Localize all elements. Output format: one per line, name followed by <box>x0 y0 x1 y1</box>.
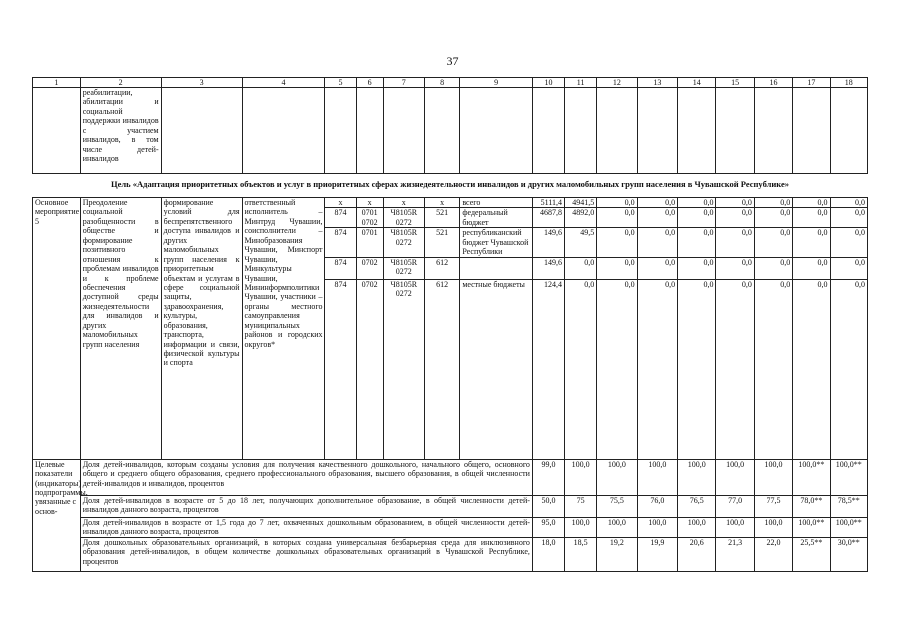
code-cell: 0702 <box>356 279 383 459</box>
value-cell: 0,0 <box>754 257 792 279</box>
value-cell: 0,0 <box>830 208 867 228</box>
event-name: Основное мероприятие 5 <box>33 198 81 460</box>
indicator-value: 100,0 <box>678 459 716 495</box>
funding-source: местные бюджеты <box>460 279 533 459</box>
indicator-value: 100,0 <box>716 459 754 495</box>
column-number: 2 <box>80 78 161 88</box>
indicator-value: 50,0 <box>532 495 564 517</box>
value-cell: 0,0 <box>678 208 716 228</box>
indicator-value: 77,0 <box>716 495 754 517</box>
indicator-value: 99,0 <box>532 459 564 495</box>
value-cell: 0,0 <box>830 257 867 279</box>
value-cell: 0,0 <box>716 198 754 208</box>
code-cell: 0701 <box>356 228 383 257</box>
code-cell: 521 <box>425 228 460 257</box>
value-cell: 0,0 <box>597 257 637 279</box>
code-cell: Ч8105R 0272 <box>383 228 424 257</box>
page-number: 37 <box>446 54 459 68</box>
indicator-value: 18,0 <box>532 537 564 571</box>
code-cell: Ч8105R 0272 <box>383 279 424 459</box>
code-cell: 612 <box>425 257 460 279</box>
indicator-value: 100,0 <box>754 459 792 495</box>
indicator-value: 78,5** <box>830 495 867 517</box>
indicator-value: 100,0** <box>793 459 830 495</box>
indicator-text: Доля дошкольных образовательных организаций, в которых создана универсальная безбарьерная среда для инклюзивного образования детей-инвалидов, в общем количестве дошкольных образовательных организаций в Чувашской Республике, процентов <box>80 537 532 571</box>
value-cell: 0,0 <box>793 228 830 257</box>
code-cell: Ч8105R 0272 <box>383 257 424 279</box>
indicator-value: 100,0 <box>678 517 716 537</box>
value-cell: 0,0 <box>716 208 754 228</box>
value-cell: 0,0 <box>793 208 830 228</box>
column-number: 15 <box>716 78 754 88</box>
value-cell: 0,0 <box>637 279 677 459</box>
value-cell: 0,0 <box>716 257 754 279</box>
column-number: 8 <box>425 78 460 88</box>
indicator-row <box>33 459 868 495</box>
indicator-text: Доля детей-инвалидов в возрасте от 5 до 18 лет, получающих дополнительное образование, в общей численности детей-инвалидов данного возраста, процентов <box>80 495 532 517</box>
value-cell: 0,0 <box>830 228 867 257</box>
value-cell: 0,0 <box>793 257 830 279</box>
indicators-label: Целевые показатели (индикаторы) подпрограммы, увязанные с основ- <box>33 459 81 571</box>
event-goal: формирование условий для беспрепятственного доступа инвалидов и других маломобильных групп населения к приоритетным объектам и услугам в сфере социальной защиты, здравоохранения, культуры, образования, транспорта, информации и связи, физической культуры и спорта <box>161 198 242 460</box>
value-cell: 0,0 <box>716 279 754 459</box>
value-cell: 0,0 <box>678 228 716 257</box>
value-cell: 0,0 <box>754 279 792 459</box>
value-cell: 0,0 <box>830 279 867 459</box>
indicator-value: 22,0 <box>754 537 792 571</box>
funding-source <box>460 257 533 279</box>
value-cell: 0,0 <box>754 228 792 257</box>
indicator-row <box>33 517 868 537</box>
indicator-value: 76,0 <box>637 495 677 517</box>
value-cell: 0,0 <box>793 279 830 459</box>
funding-source: всего <box>460 198 533 208</box>
column-number: 17 <box>793 78 830 88</box>
code-cell: 874 <box>325 228 356 257</box>
indicator-value: 75,5 <box>597 495 637 517</box>
indicator-value: 76,5 <box>678 495 716 517</box>
indicator-value: 18,5 <box>565 537 597 571</box>
code-cell: x <box>383 198 424 208</box>
value-cell: 0,0 <box>597 208 637 228</box>
value-cell: 124,4 <box>532 279 564 459</box>
value-cell: 4941,5 <box>565 198 597 208</box>
indicator-value: 100,0 <box>597 517 637 537</box>
indicator-value: 95,0 <box>532 517 564 537</box>
value-cell: 0,0 <box>637 257 677 279</box>
indicator-value: 77,5 <box>754 495 792 517</box>
code-cell: 0701 0702 <box>356 208 383 228</box>
column-number-row <box>33 78 868 88</box>
indicator-value: 21,3 <box>716 537 754 571</box>
column-number: 11 <box>565 78 597 88</box>
indicator-value: 100,0** <box>830 459 867 495</box>
value-cell: 0,0 <box>678 198 716 208</box>
code-cell: 0702 <box>356 257 383 279</box>
value-cell: 0,0 <box>565 279 597 459</box>
value-cell: 4892,0 <box>565 208 597 228</box>
column-number: 10 <box>532 78 564 88</box>
column-number: 5 <box>325 78 356 88</box>
indicator-value: 25,5** <box>793 537 830 571</box>
indicator-value: 19,9 <box>637 537 677 571</box>
indicator-value: 100,0** <box>830 517 867 537</box>
value-cell: 49,5 <box>565 228 597 257</box>
column-number: 6 <box>356 78 383 88</box>
code-cell: 521 <box>425 208 460 228</box>
indicator-value: 100,0 <box>597 459 637 495</box>
column-number: 4 <box>242 78 325 88</box>
column-number: 7 <box>383 78 424 88</box>
value-cell: 0,0 <box>597 279 637 459</box>
funding-row <box>33 198 868 208</box>
indicator-value: 20,6 <box>678 537 716 571</box>
main-table <box>32 197 868 572</box>
value-cell: 149,6 <box>532 257 564 279</box>
indicator-value: 100,0 <box>754 517 792 537</box>
funding-source: республиканский бюджет Чувашской Республики <box>460 228 533 257</box>
indicator-value: 100,0 <box>565 459 597 495</box>
indicator-value: 100,0 <box>716 517 754 537</box>
code-cell: x <box>325 198 356 208</box>
value-cell: 0,0 <box>597 228 637 257</box>
column-number: 3 <box>161 78 242 88</box>
value-cell: 0,0 <box>637 208 677 228</box>
value-cell: 0,0 <box>754 208 792 228</box>
indicator-value: 100,0** <box>793 517 830 537</box>
column-number: 12 <box>597 78 637 88</box>
value-cell: 0,0 <box>830 198 867 208</box>
indicator-value: 78,0** <box>793 495 830 517</box>
code-cell: 874 <box>325 208 356 228</box>
value-cell: 0,0 <box>716 228 754 257</box>
column-number: 16 <box>754 78 792 88</box>
event-executors: ответственный исполнитель – Минтруд Чувашии, соисполнители – Минобразования Чувашии, Минспорт Чувашии, Минкультуры Чувашии, Мининформполитики Чувашии, участники – органы местного самоуправления муниципальных районов и городских округов* <box>242 198 325 460</box>
value-cell: 5111,4 <box>532 198 564 208</box>
value-cell: 0,0 <box>637 198 677 208</box>
value-cell: 0,0 <box>754 198 792 208</box>
value-cell: 0,0 <box>678 257 716 279</box>
event-description: Преодоление социальной разобщенности в обществе и формирование позитивного отношения к проблемам инвалидов и к проблеме обеспечения доступной среды жизнедеятельности для инвалидов и других маломобильных групп населения <box>80 198 161 460</box>
value-cell: 149,6 <box>532 228 564 257</box>
column-number: 13 <box>637 78 677 88</box>
indicator-text: Доля детей-инвалидов, которым созданы условия для получения качественного дошкольного, начального общего, основного общего и среднего общего образования, среднего профессионального образования, высшего образования, в общей численности детей-инвалидов и инвалидов, процентов <box>80 459 532 495</box>
indicator-value: 19,2 <box>597 537 637 571</box>
indicator-value: 75 <box>565 495 597 517</box>
continuation-cell: реабилитации, абилитации и социальной поддержки инвалидов с участием инвалидов, в том числе детей-инвалидов <box>80 88 161 174</box>
indicator-value: 100,0 <box>637 459 677 495</box>
indicator-value: 30,0** <box>830 537 867 571</box>
code-cell: 874 <box>325 279 356 459</box>
code-cell: 612 <box>425 279 460 459</box>
column-number: 9 <box>460 78 533 88</box>
value-cell: 0,0 <box>793 198 830 208</box>
indicator-row <box>33 537 868 571</box>
value-cell: 0,0 <box>678 279 716 459</box>
funding-source: федеральный бюджет <box>460 208 533 228</box>
indicator-text: Доля детей-инвалидов в возрасте от 1,5 года до 7 лет, охваченных дошкольным образованием, в общей численности детей-инвалидов данного возраста, процентов <box>80 517 532 537</box>
indicator-row <box>33 495 868 517</box>
column-number: 14 <box>678 78 716 88</box>
column-number: 18 <box>830 78 867 88</box>
value-cell: 0,0 <box>597 198 637 208</box>
indicator-value: 100,0 <box>637 517 677 537</box>
continuation-table <box>32 77 868 174</box>
column-number: 1 <box>33 78 81 88</box>
code-cell: x <box>356 198 383 208</box>
code-cell: x <box>425 198 460 208</box>
value-cell: 0,0 <box>637 228 677 257</box>
code-cell: Ч8105R 0272 <box>383 208 424 228</box>
goal-heading: Цель «Адаптация приоритетных объектов и услуг в приоритетных сферах жизнедеятельности инвалидов и других маломобильных групп населения в Чувашской Республике» <box>111 179 789 189</box>
indicator-value: 100,0 <box>565 517 597 537</box>
code-cell: 874 <box>325 257 356 279</box>
continuation-row <box>33 88 868 174</box>
value-cell: 0,0 <box>565 257 597 279</box>
value-cell: 4687,8 <box>532 208 564 228</box>
